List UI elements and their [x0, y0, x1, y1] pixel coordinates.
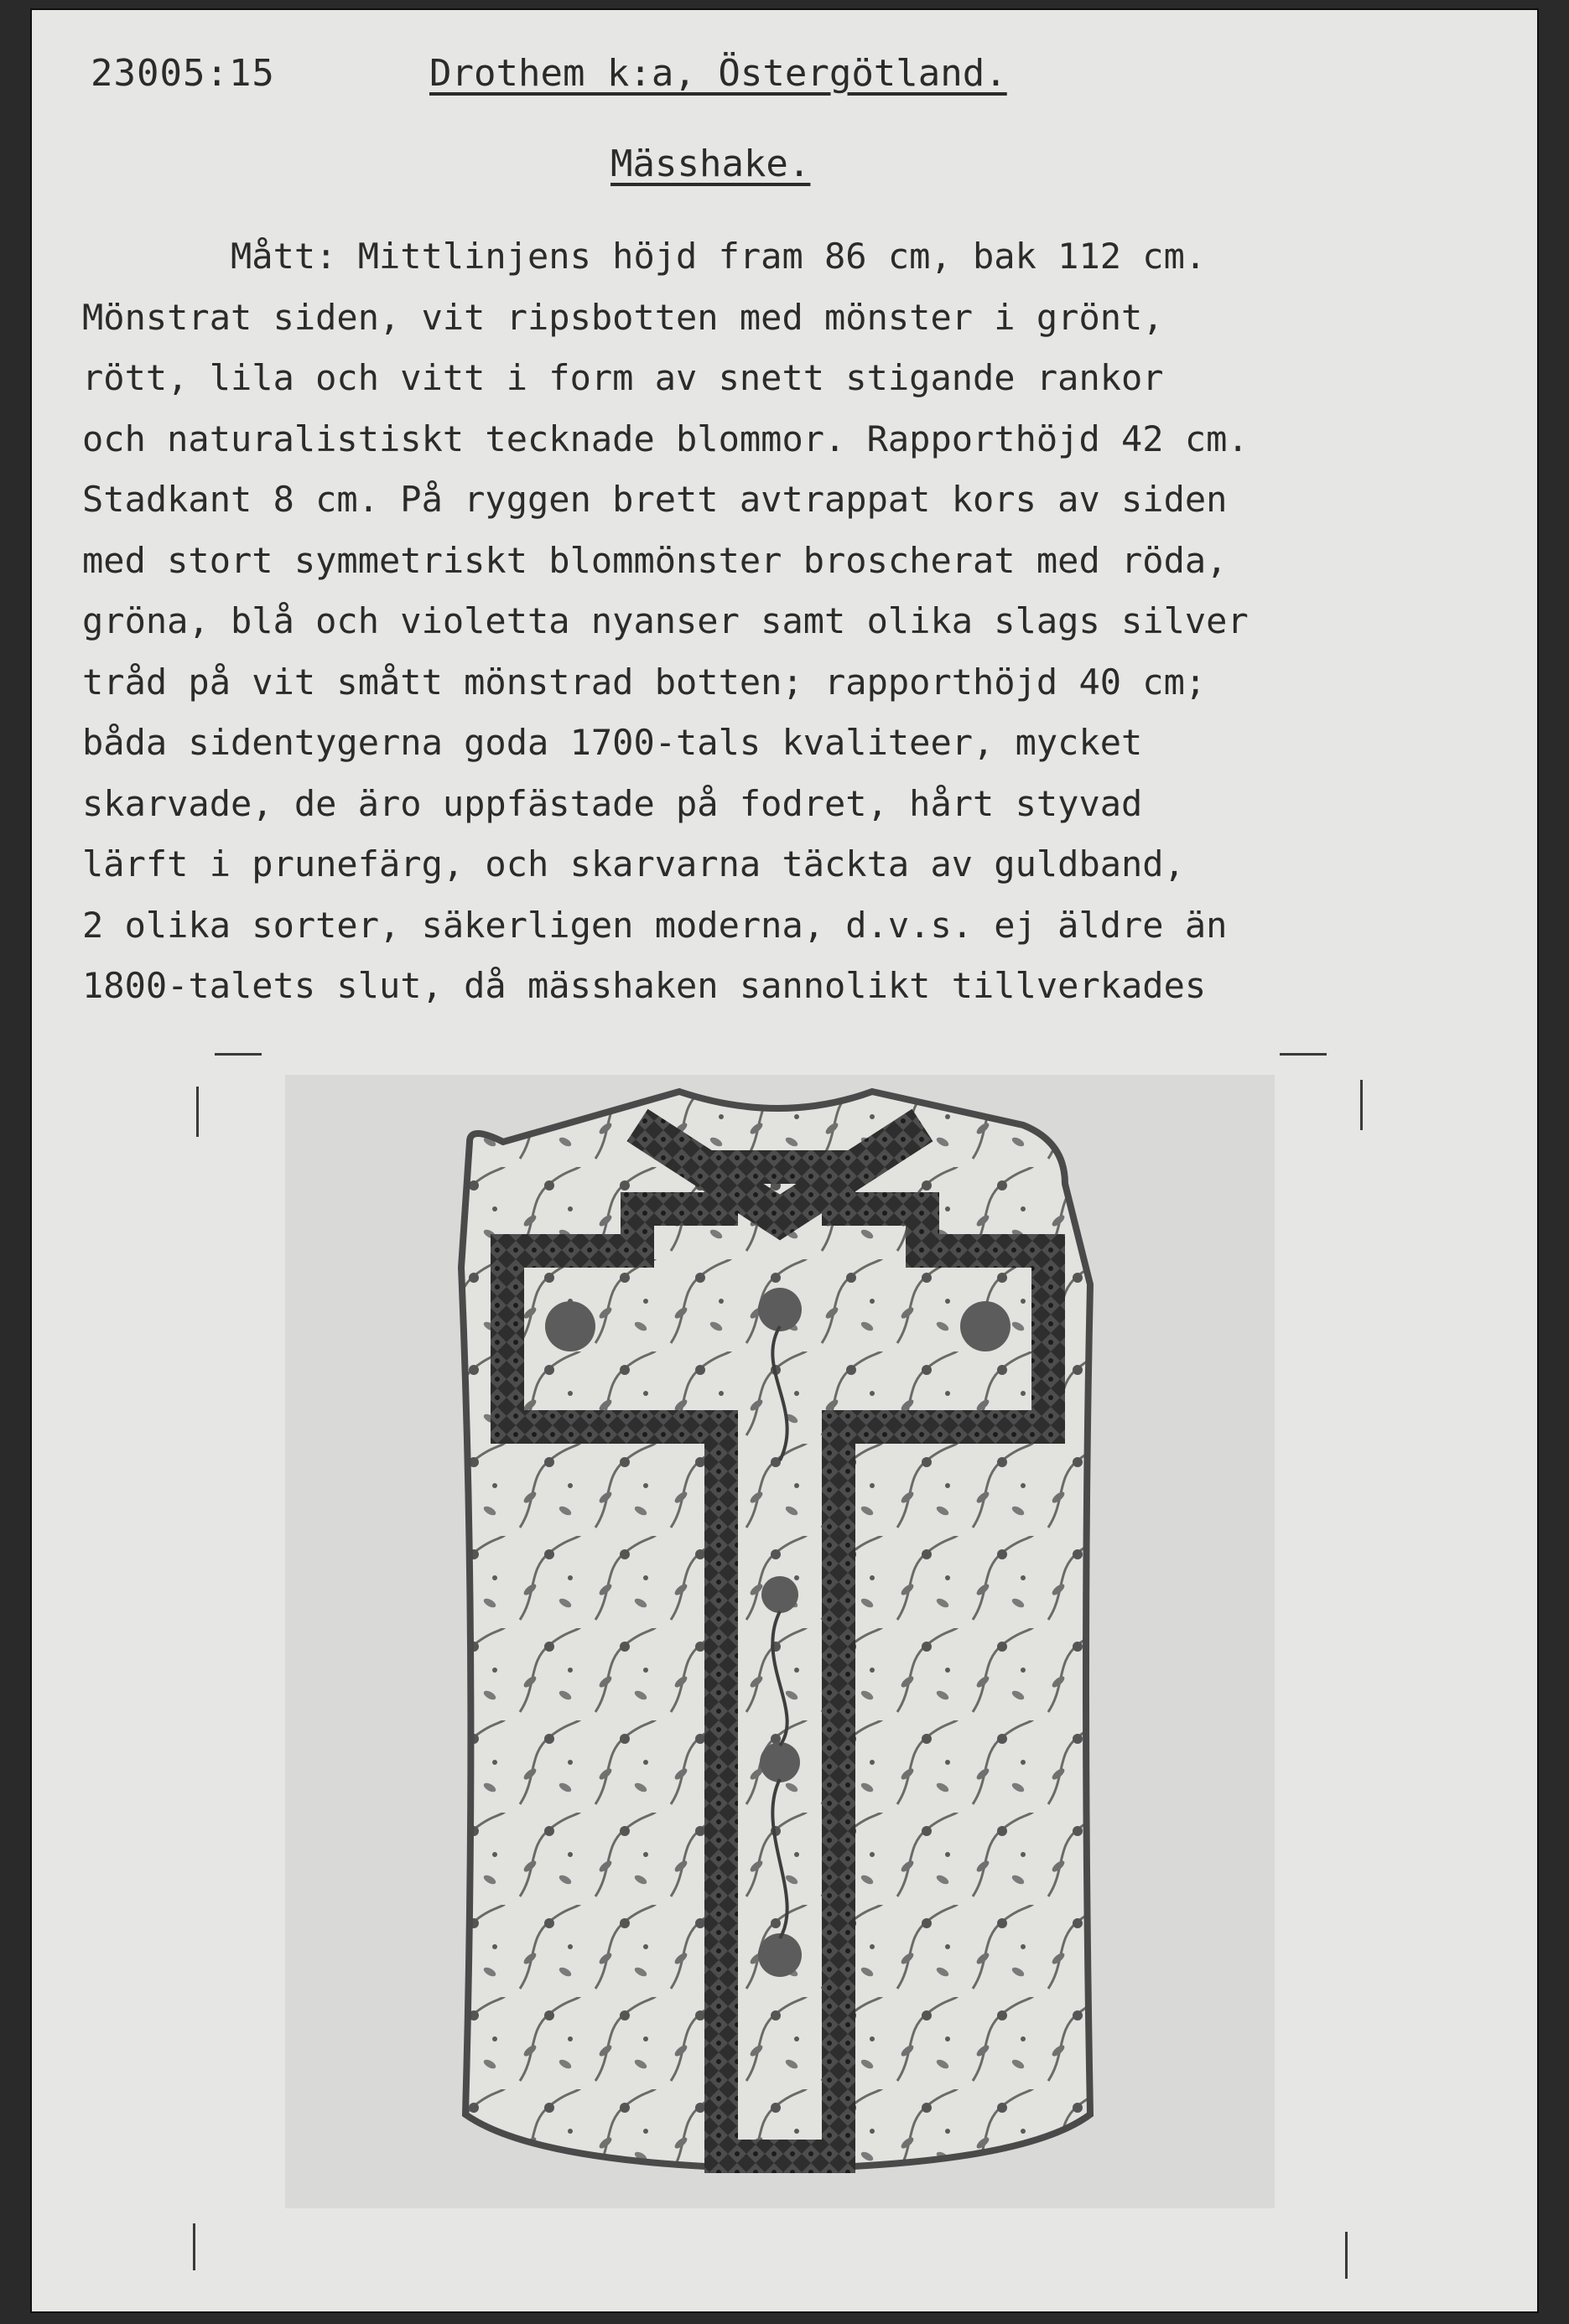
- description-line: båda sidentygerna goda 1700-tals kvaliteer, mycket: [82, 722, 1143, 763]
- crop-mark: [1360, 1080, 1363, 1130]
- crop-mark: [215, 1053, 262, 1056]
- catalog-number: 23005:15: [91, 52, 275, 95]
- description-line: med stort symmetriskt blommönster broscherat med röda,: [82, 539, 1228, 581]
- crop-mark: [1280, 1053, 1327, 1056]
- description-line: Mönstrat siden, vit ripsbotten med mönster i grönt,: [82, 296, 1164, 338]
- description-line: 1800-talets slut, då mässhaken sannolikt tillverkades: [82, 965, 1207, 1006]
- description-line: tråd på vit smått mönstrad botten; rapporthöjd 40 cm;: [82, 661, 1207, 703]
- description-line: 2 olika sorter, säkerligen moderna, d.v.s. ej äldre än: [82, 904, 1228, 946]
- chasuble-photo: [285, 1075, 1275, 2208]
- description-line: och naturalistiskt tecknade blommor. Rapporthöjd 42 cm.: [82, 418, 1249, 459]
- description-line: skarvade, de äro uppfästade på fodret, hårt styvad: [82, 782, 1143, 824]
- crop-mark: [196, 1087, 199, 1137]
- catalog-card: [32, 10, 1537, 2311]
- description-text: [82, 226, 1508, 1017]
- crop-mark: [1345, 2232, 1348, 2279]
- description-line: Stadkant 8 cm. På ryggen brett avtrappat kors av siden: [82, 479, 1228, 520]
- object-title: Mässhake.: [610, 143, 811, 185]
- chasuble-illustration: [285, 1075, 1275, 2208]
- description-line: Mått: Mittlinjens höjd fram 86 cm, bak 112 cm.: [82, 236, 1207, 277]
- description-line: rött, lila och vitt i form av snett stigande rankor: [82, 357, 1164, 398]
- description-line: gröna, blå och violetta nyanser samt olika slags silver: [82, 600, 1249, 641]
- crop-mark: [193, 2223, 195, 2270]
- description-line: lärft i prunefärg, och skarvarna täckta av guldband,: [82, 843, 1185, 884]
- location-title: Drothem k:a, Östergötland.: [429, 52, 1007, 95]
